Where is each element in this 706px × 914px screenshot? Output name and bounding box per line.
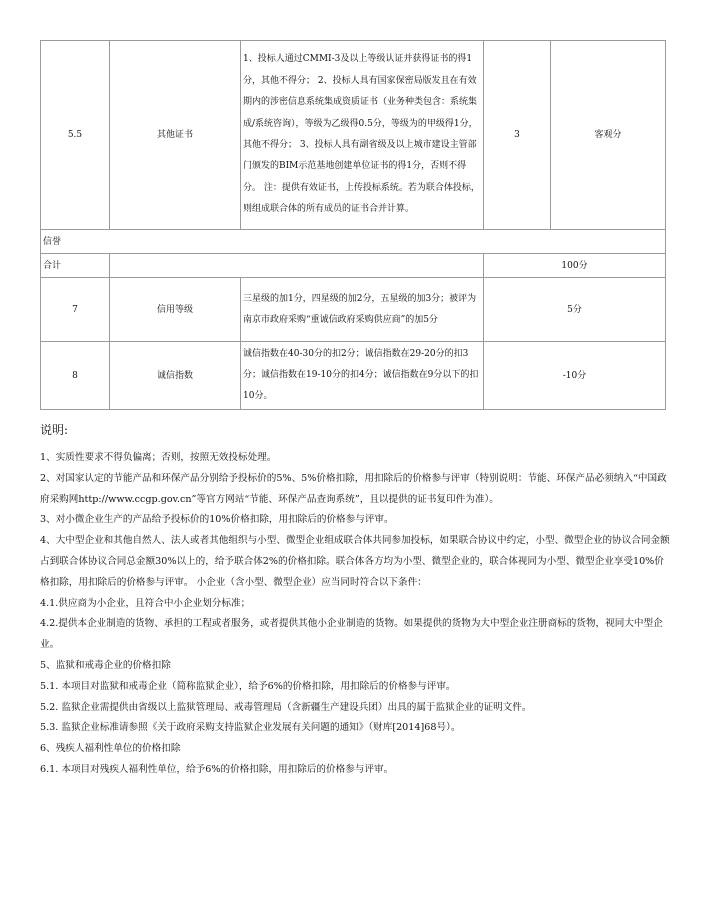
total-row [41, 254, 666, 278]
note-item: 4、大中型企业和其他自然人、法人或者其他组织与小型、微型企业组成联合体共同参加投标，如果联合协议中约定，小型、微型企业的协议合同金额占到联合体协议合同总金额30%以上的，给予联合体2%的价格扣除。联合体各方均为小型、微型企业的，联合体视同为小型、微型企业享受10%价格扣除，用扣除后的价格参与评审。 小企业（含小型、微型企业）应当同时符合以下条件： [40, 535, 670, 588]
total-blank [110, 254, 484, 278]
item-criteria: 诚信指数在40-30分的扣2分；诚信指数在29-20分的扣3分；诚信指数在19-10分的扣4分；诚信指数在9分以下的扣10分。 [241, 342, 484, 410]
table-row-5-5 [41, 41, 666, 230]
item-number: 7 [41, 278, 110, 342]
item-criteria: 三星级的加1分，四星级的加2分，五星级的加3分；被评为南京市政府采购“重诚信政府采购供应商”的加5分 [241, 278, 484, 342]
note-item: 2、对国家认定的节能产品和环保产品分别给予投标价的5%、5%价格扣除，用扣除后的价格参与评审（特别说明：节能、环保产品必须纳入“中国政府采购网http://www.ccgp.gov.cn”等官方网站“节能、环保产品查询系统”，且以提供的证书复印件为准）。 [40, 472, 667, 505]
note-item: 6.1. 本项目对残疾人福利性单位，给予6%的价格扣除，用扣除后的价格参与评审。 [40, 763, 394, 775]
total-label: 合计 [41, 254, 110, 278]
note-item: 1、实质性要求不得负偏离；否则，按照无效投标处理。 [40, 452, 277, 463]
note-item: 5.1. 本项目对监狱和戒毒企业（简称监狱企业），给予6%的价格扣除，用扣除后的价格参与评审。 [40, 680, 456, 692]
note-item: 3、对小微企业生产的产品给予投标价的10%价格扣除，用扣除后的价格参与评审。 [40, 514, 394, 526]
note-item: 5、监狱和戒毒企业的价格扣除 [40, 659, 171, 671]
item-score: 5分 [484, 278, 666, 342]
note-item: 6、残疾人福利性单位的价格扣除 [40, 743, 181, 755]
note-item: 5.2. 监狱企业需提供由省级以上监狱管理局、戒毒管理局（含新疆生产建设兵团）出具的属于监狱企业的证明文件。 [40, 701, 532, 713]
item-score-type: 客观分 [551, 41, 666, 230]
credit-section-row [41, 230, 666, 254]
section-label: 信誉 [41, 230, 666, 254]
item-score: -10分 [484, 342, 666, 410]
table-row-7 [41, 278, 666, 342]
notes-heading: 说明: [40, 423, 69, 437]
item-score: 3 [484, 41, 551, 230]
item-criteria: 1、投标人通过CMMI-3及以上等级认证并获得证书的得1分，其他不得分； 2、投标人具有国家保密局版发且在有效期内的涉密信息系统集成资质证书（业务种类包含：系统集成/系统咨询），等级为乙级得0.5分，等级为的甲级得1分，其他不得分； 3、投标人具有副省级及以上城市建设主管部门颁发的BIM示范基地创建单位证书的得1分，否则不得分。 注：提供有效证书，上传投标系统。若为联合体投标，则组成联合体的所有成员的证书合并计算。 [241, 41, 484, 230]
table-row-8 [41, 342, 666, 410]
item-name: 诚信指数 [110, 342, 241, 410]
notes-section [40, 422, 670, 781]
note-item: 4.1.供应商为小企业，且符合中小企业划分标准； [40, 597, 251, 609]
item-name: 信用等级 [110, 278, 241, 342]
total-value: 100分 [484, 254, 666, 278]
note-item: 4.2.提供本企业制造的货物、承担的工程或者服务，或者提供其他小企业制造的货物。如果提供的货物为大中型企业注册商标的货物，视同大中型企业。 [40, 618, 663, 651]
item-name: 其他证书 [110, 41, 241, 230]
scoring-table [40, 40, 666, 410]
item-number: 5.5 [41, 41, 110, 230]
item-number: 8 [41, 342, 110, 410]
note-item: 5.3. 监狱企业标准请参照《关于政府采购支持监狱企业发展有关问题的通知》（财库[2014]68号）。 [40, 722, 461, 734]
